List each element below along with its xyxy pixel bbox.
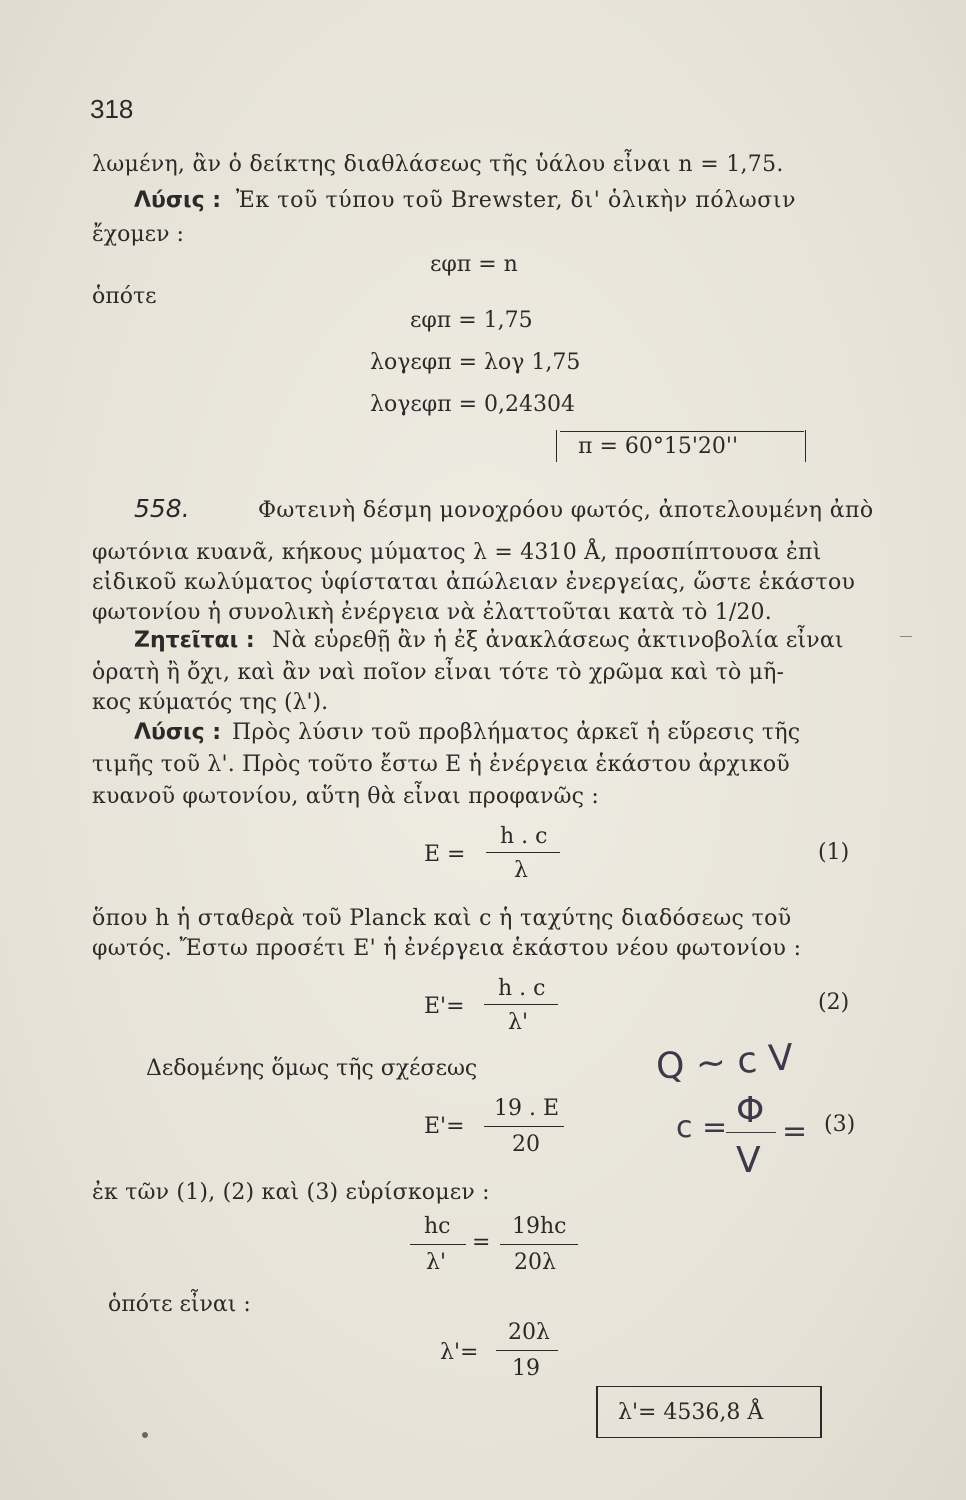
handwritten-note: = <box>782 1114 808 1149</box>
text-line: Ἐκ τοῦ τύπου τοῦ Brewster, δι' ὁλικὴν πόλωσιν <box>236 188 797 213</box>
text-line: ἔχομεν : <box>92 222 184 247</box>
eq-tag: (3) <box>824 1112 856 1137</box>
equation: εφπ = n <box>430 252 518 277</box>
solution-label: Λύσις : <box>134 720 222 745</box>
text-line: Φωτεινὴ δέσμη μονοχρόου φωτός, ἀποτελουμένη ἀπὸ <box>258 498 874 523</box>
text-line: ἐκ τῶν (1), (2) καὶ (3) εὑρίσκομεν : <box>92 1180 490 1205</box>
result-box-top <box>560 431 804 432</box>
eq-numerator: h . c <box>500 824 548 849</box>
eq-lhs: λ'= <box>440 1340 479 1365</box>
eq-numerator: hc <box>424 1214 451 1239</box>
eq-tag: (2) <box>818 990 850 1015</box>
problem-number: 558. <box>134 494 190 523</box>
text-line: ὁπότε <box>92 284 157 309</box>
eq-tag: (1) <box>818 840 850 865</box>
text-line: Νὰ εὑρεθῇ ἂν ἡ ἐξ ἀνακλάσεως ἀκτινοβολία εἶναι <box>272 628 844 653</box>
handwritten-note: V <box>736 1140 761 1181</box>
text-line: λωμένη, ἂν ὁ δείκτης διαθλάσεως τῆς ὑάλου εἶναι n = 1,75. <box>92 152 784 177</box>
margin-mark <box>900 636 912 637</box>
eq-denominator: λ' <box>426 1250 446 1275</box>
text-line: ὁπότε εἶναι : <box>108 1292 251 1317</box>
handwritten-fraction-bar <box>726 1132 776 1133</box>
fraction-bar <box>486 852 560 853</box>
text-line: ὅπου h ἡ σταθερὰ τοῦ Planck καὶ c ἡ ταχύτης διαδόσεως τοῦ <box>92 906 792 931</box>
eq-denominator: 20λ <box>514 1250 556 1275</box>
text-line: κυανοῦ φωτονίου, αὕτη θὰ εἶναι προφανῶς : <box>92 784 600 809</box>
equation: λογεφπ = λογ 1,75 <box>370 350 581 375</box>
text-line: φωτόνια κυανᾶ, κήκους μύματος λ = 4310 Å, προσπίπτουσα ἐπὶ <box>92 540 822 565</box>
equation: λογεφπ = 0,24304 <box>370 392 575 417</box>
text-line: φωτονίου ἡ συνολικὴ ἐνέργεια νὰ ἐλαττοῦται κατὰ τὸ 1/20. <box>92 600 772 625</box>
stray-mark <box>142 1432 148 1438</box>
eq-lhs: E = <box>424 842 466 867</box>
handwritten-note: Q ~ c V <box>654 1037 795 1088</box>
eq-denominator: 19 <box>512 1356 540 1381</box>
fraction-bar <box>500 1244 578 1245</box>
text-line: κος κύματός της (λ'). <box>92 690 329 715</box>
text-line: εἰδικοῦ κωλύματος ὑφίσταται ἀπώλειαν ἐνεργείας, ὥστε ἑκάστου <box>92 570 856 595</box>
eq-sign: = <box>472 1230 491 1255</box>
text-line: Δεδομένης ὅμως τῆς σχέσεως <box>146 1056 478 1081</box>
fraction-bar <box>410 1244 466 1245</box>
solution-label: Λύσις : <box>134 188 222 213</box>
eq-numerator: h . c <box>498 976 546 1001</box>
text-line: Πρὸς λύσιν τοῦ προβλήματος ἀρκεῖ ἡ εὕρεσις τῆς <box>232 720 801 745</box>
eq-numerator: 20λ <box>508 1320 550 1345</box>
eq-numerator: 19hc <box>512 1214 567 1239</box>
eq-denominator: 20 <box>512 1132 540 1157</box>
result-value: λ'= 4536,8 Å <box>618 1400 764 1425</box>
fraction-bar <box>484 1004 558 1005</box>
text-line: τιμῆς τοῦ λ'. Πρὸς τοῦτο ἔστω Ε ἡ ἐνέργεια ἑκάστου ἀρχικοῦ <box>92 752 790 777</box>
text-line: φωτός. Ἔστω προσέτι Ε' ἡ ἐνέργεια ἑκάστου νέου φωτονίου : <box>92 936 802 961</box>
page-number: 318 <box>90 94 134 124</box>
fraction-bar <box>484 1126 564 1127</box>
handwritten-note: c = <box>676 1110 728 1145</box>
eq-numerator: 19 . E <box>494 1096 560 1121</box>
fraction-bar <box>496 1350 558 1351</box>
text-line: ὁρατὴ ἢ ὄχι, καὶ ἂν ναὶ ποῖον εἶναι τότε τὸ χρῶμα καὶ τὸ μῆ- <box>92 660 785 685</box>
equation: εφπ = 1,75 <box>410 308 533 333</box>
question-label: Ζητεῖται : <box>134 628 255 653</box>
eq-lhs: E'= <box>424 994 465 1019</box>
eq-denominator: λ <box>514 858 528 883</box>
eq-lhs: E'= <box>424 1114 465 1139</box>
handwritten-note: Φ <box>736 1090 765 1131</box>
result-value: π = 60°15'20'' <box>578 434 739 459</box>
eq-denominator: λ' <box>508 1010 528 1035</box>
